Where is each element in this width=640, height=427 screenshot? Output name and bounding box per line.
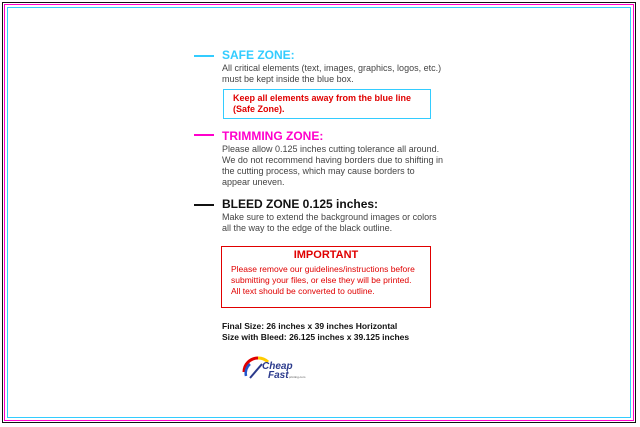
bleed-zone-swatch	[194, 204, 214, 206]
safe-zone-notice	[233, 93, 411, 115]
safe-zone-notice-line: Keep all elements away from the blue line	[233, 93, 412, 103]
important-notice-box	[221, 246, 431, 308]
bleed-zone-description	[222, 212, 437, 234]
bleed-zone-line: all the way to the edge of the black outline.	[222, 223, 393, 233]
important-line: Please remove our guidelines/instructions before	[231, 264, 415, 274]
important-line: All text should be converted to outline.	[231, 286, 375, 296]
trimming-zone-swatch	[194, 134, 214, 136]
safe-zone-description	[222, 63, 441, 85]
safe-zone-notice-box	[223, 89, 431, 119]
trimming-zone-line: appear uneven.	[222, 177, 285, 187]
important-title: IMPORTANT	[293, 249, 359, 261]
safe-zone-notice-line: (Safe Zone).	[233, 104, 285, 114]
safe-zone-title: SAFE ZONE:	[222, 48, 295, 62]
bleed-zone-line: Make sure to extend the background images or colors	[222, 212, 437, 222]
trimming-zone-description	[222, 144, 443, 188]
trimming-zone-line: We do not recommend having borders due to shifting in	[222, 155, 443, 165]
cheapfast-logo	[238, 350, 318, 382]
safe-zone-line: must be kept inside the blue box.	[222, 74, 354, 84]
logo-word-2: Fast	[268, 370, 289, 381]
trimming-zone-line: the cutting process, which may cause borders to	[222, 166, 415, 176]
logo-needle	[250, 364, 262, 378]
important-line: submitting your files, or else they will be printed.	[231, 275, 412, 285]
important-text	[231, 264, 415, 297]
bleed-zone-title: BLEED ZONE 0.125 inches:	[222, 197, 379, 211]
logo-subtext: printing.com	[289, 375, 306, 379]
safe-zone-swatch	[194, 55, 214, 57]
logo-word-1: Cheap	[262, 361, 293, 372]
trimming-zone-title: TRIMMING ZONE:	[222, 129, 324, 143]
trimming-zone-line: Please allow 0.125 inches cutting tolerance all around.	[222, 144, 440, 154]
bleed-size: Size with Bleed: 26.125 inches x 39.125 inches	[222, 332, 410, 342]
safe-zone-line: All critical elements (text, images, graphics, logos, etc.)	[222, 63, 442, 73]
final-size: Final Size: 26 inches x 39 inches Horizontal	[222, 321, 398, 331]
